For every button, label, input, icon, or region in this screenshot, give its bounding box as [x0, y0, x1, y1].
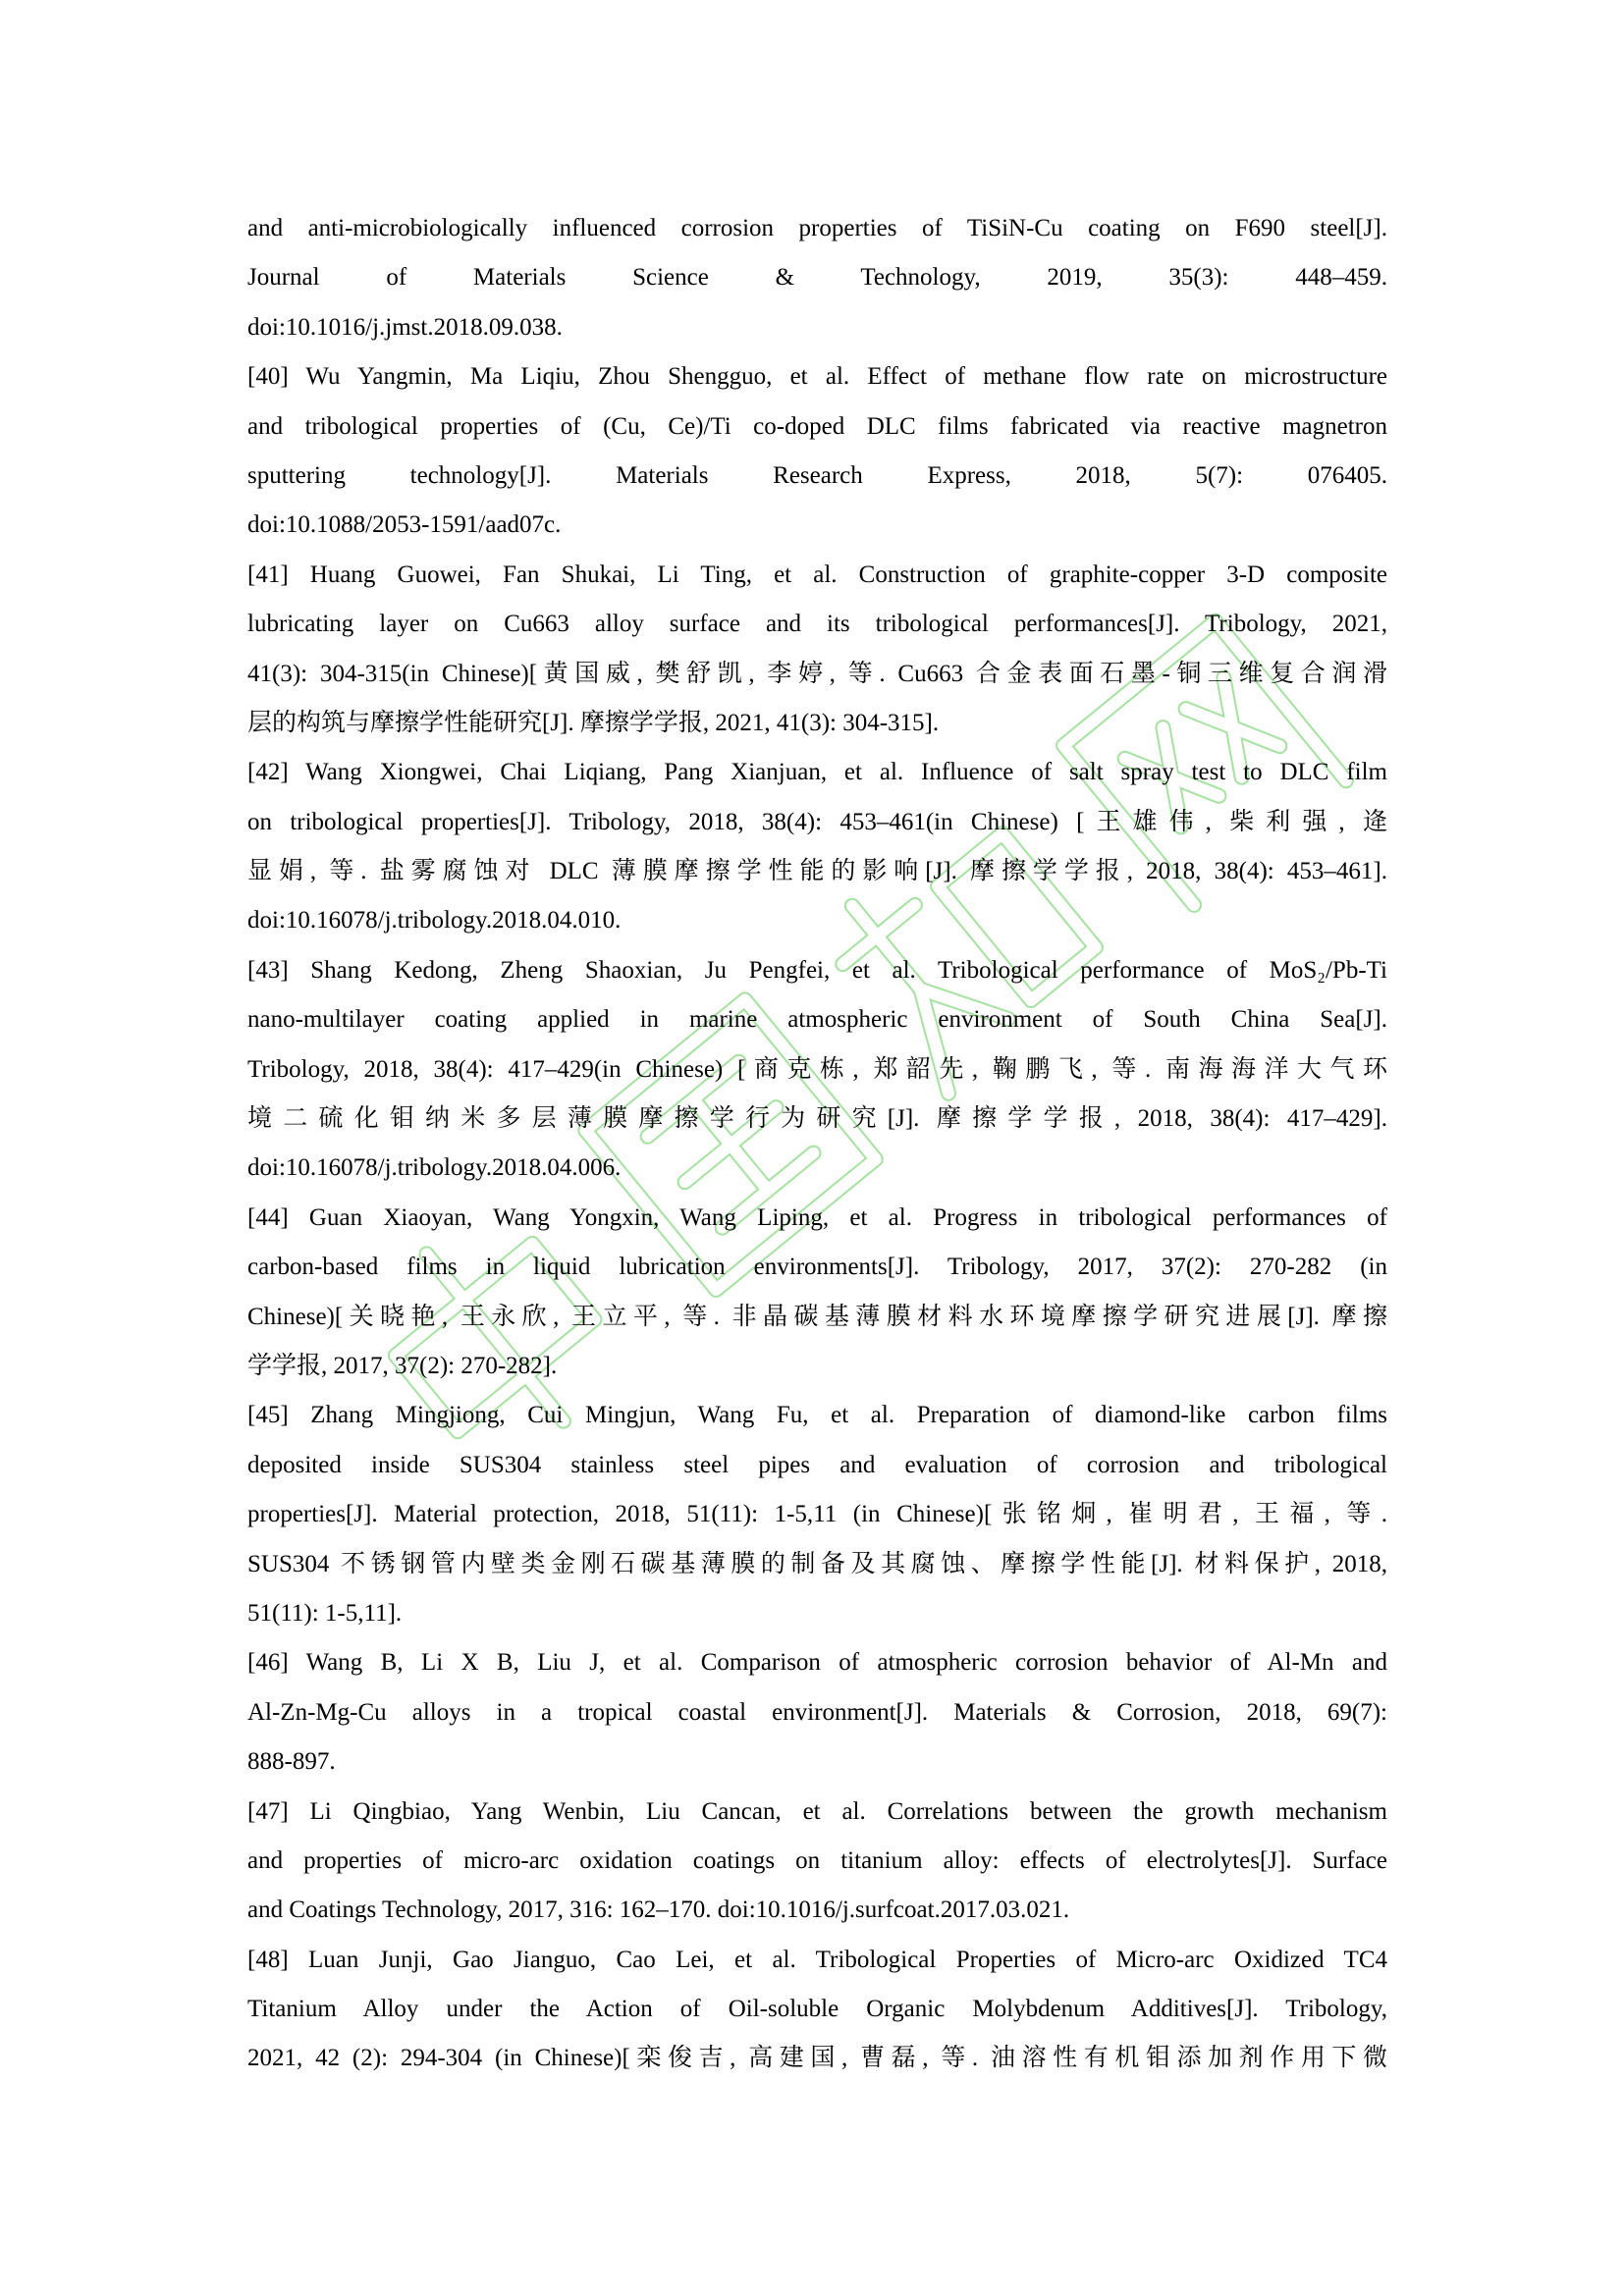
- reference-line: lubricating layer on Cu663 alloy surface and its tribological performances[J]. Tribology, 2021,: [247, 611, 1387, 638]
- reference-line: 51(11): 1-5,11].: [247, 1599, 403, 1627]
- reference-line: Al-Zn-Mg-Cu alloys in a tropical coastal environment[J]. Materials & Corrosion, 2018, 69(7):: [247, 1698, 1387, 1726]
- reference-line: 显娟, 等. 盐雾腐蚀对 DLC 薄膜摩擦学性能的影响[J]. 摩擦学学报, 2018, 38(4): 453–461].: [247, 858, 1387, 885]
- reference-line: doi:10.16078/j.tribology.2018.04.006.: [247, 1154, 622, 1182]
- reference-line: deposited inside SUS304 stainless steel pipes and evaluation of corrosion and tribological: [247, 1451, 1387, 1478]
- reference-line: 境二硫化钼纳米多层薄膜摩擦学行为研究[J]. 摩擦学学报, 2018, 38(4): 417–429].: [247, 1105, 1387, 1133]
- reference-line: Journal of Materials Science & Technology, 2019, 35(3): 448–459.: [247, 264, 1387, 292]
- reference-line: properties[J]. Material protection, 2018, 51(11): 1-5,11 (in Chinese)[张铭炯, 崔明君, 王福, 等.: [247, 1501, 1387, 1528]
- reference-line: 层的构筑与摩擦学性能研究[J]. 摩擦学学报, 2021, 41(3): 304-315].: [247, 709, 940, 736]
- reference-line: on tribological properties[J]. Tribology, 2018, 38(4): 453–461(in Chinese) [王雄伟, 柴利强, 逄: [247, 808, 1387, 835]
- reference-entry-continued: [247, 204, 1387, 352]
- reference-line: and properties of micro-arc oxidation coatings on titanium alloy: effects of electrolytes[J]. Surface: [247, 1846, 1387, 1874]
- reference-entry: [247, 352, 1387, 551]
- reference-line: carbon-based films in liquid lubrication environments[J]. Tribology, 2017, 37(2): 270-282 (in: [247, 1254, 1387, 1281]
- reference-entry: [247, 946, 1387, 1194]
- reference-entry: [247, 551, 1387, 749]
- reference-line: [42] Wang Xiongwei, Chai Liqiang, Pang Xianjuan, et al. Influence of salt spray test to DLC film: [247, 759, 1387, 786]
- reference-line: [45] Zhang Mingjiong, Cui Mingjun, Wang Fu, et al. Preparation of diamond-like carbon films: [247, 1402, 1387, 1429]
- reference-line: and Coatings Technology, 2017, 316: 162–170. doi:10.1016/j.surfcoat.2017.03.021.: [247, 1896, 1070, 1924]
- reference-entry: [247, 1936, 1387, 2084]
- reference-line: 学学报, 2017, 37(2): 270-282].: [247, 1352, 558, 1379]
- reference-line: doi:10.16078/j.tribology.2018.04.010.: [247, 907, 622, 934]
- reference-line: Chinese)[关晓艳, 王永欣, 王立平, 等. 非晶碳基薄膜材料水环境摩擦学研究进展[J]. 摩擦: [247, 1303, 1387, 1330]
- reference-line: and anti-microbiologically influenced corrosion properties of TiSiN-Cu coating on F690 steel[J].: [247, 215, 1387, 241]
- reference-line: [48] Luan Junji, Gao Jianguo, Cao Lei, et al. Tribological Properties of Micro-arc Oxidized TC4: [247, 1946, 1387, 1973]
- reference-entry: [247, 1391, 1387, 1638]
- reference-line: 2021, 42 (2): 294-304 (in Chinese)[栾俊吉, 高建国, 曹磊, 等. 油溶性有机钼添加剂作用下微: [247, 2045, 1387, 2072]
- reference-line: and tribological properties of (Cu, Ce)/Ti co-doped DLC films fabricated via reactive magnetron: [247, 412, 1387, 440]
- reference-line: [41] Huang Guowei, Fan Shukai, Li Ting, et al. Construction of graphite-copper 3-D composite: [247, 561, 1387, 588]
- reference-line: [44] Guan Xiaoyan, Wang Yongxin, Wang Liping, et al. Progress in tribological performances of: [247, 1203, 1387, 1231]
- reference-line: Titanium Alloy under the Action of Oil-soluble Organic Molybdenum Additives[J]. Tribology,: [247, 1996, 1387, 2023]
- reference-line: [47] Li Qingbiao, Yang Wenbin, Liu Cancan, et al. Correlations between the growth mechanism: [247, 1797, 1387, 1825]
- reference-entry: [247, 748, 1387, 946]
- reference-line: SUS304 不锈钢管内壁类金刚石碳基薄膜的制备及其腐蚀、摩擦学性能[J]. 材料保护, 2018,: [247, 1550, 1387, 1577]
- reference-line: doi:10.1088/2053-1591/aad07c.: [247, 511, 562, 539]
- reference-line: [46] Wang B, Li X B, Liu J, et al. Comparison of atmospheric corrosion behavior of Al-Mn and: [247, 1649, 1387, 1677]
- reference-line: 41(3): 304-315(in Chinese)[黄国威, 樊舒凯, 李婷, 等. Cu663 合金表面石墨-铜三维复合润滑: [247, 660, 1387, 687]
- reference-entry: [247, 1788, 1387, 1936]
- reference-line: [43] Shang Kedong, Zheng Shaoxian, Ju Pengfei, et al. Tribological performance of MoS₂/Pb-Ti: [247, 956, 1387, 984]
- reference-line: doi:10.1016/j.jmst.2018.09.038.: [247, 313, 563, 341]
- reference-entry: [247, 1194, 1387, 1392]
- reference-line: [40] Wu Yangmin, Ma Liqiu, Zhou Shengguo, et al. Effect of methane flow rate on microstructure: [247, 363, 1387, 391]
- reference-line: Tribology, 2018, 38(4): 417–429(in Chinese) [商克栋, 郑韶先, 鞠鹏飞, 等. 南海海洋大气环: [247, 1055, 1387, 1083]
- reference-list: [247, 204, 1387, 2084]
- reference-entry: [247, 1638, 1387, 1787]
- reference-line: sputtering technology[J]. Materials Research Express, 2018, 5(7): 076405.: [247, 461, 1387, 489]
- reference-line: nano-multilayer coating applied in marine atmospheric environment of South China Sea[J].: [247, 1006, 1387, 1034]
- reference-line: 888-897.: [247, 1748, 336, 1776]
